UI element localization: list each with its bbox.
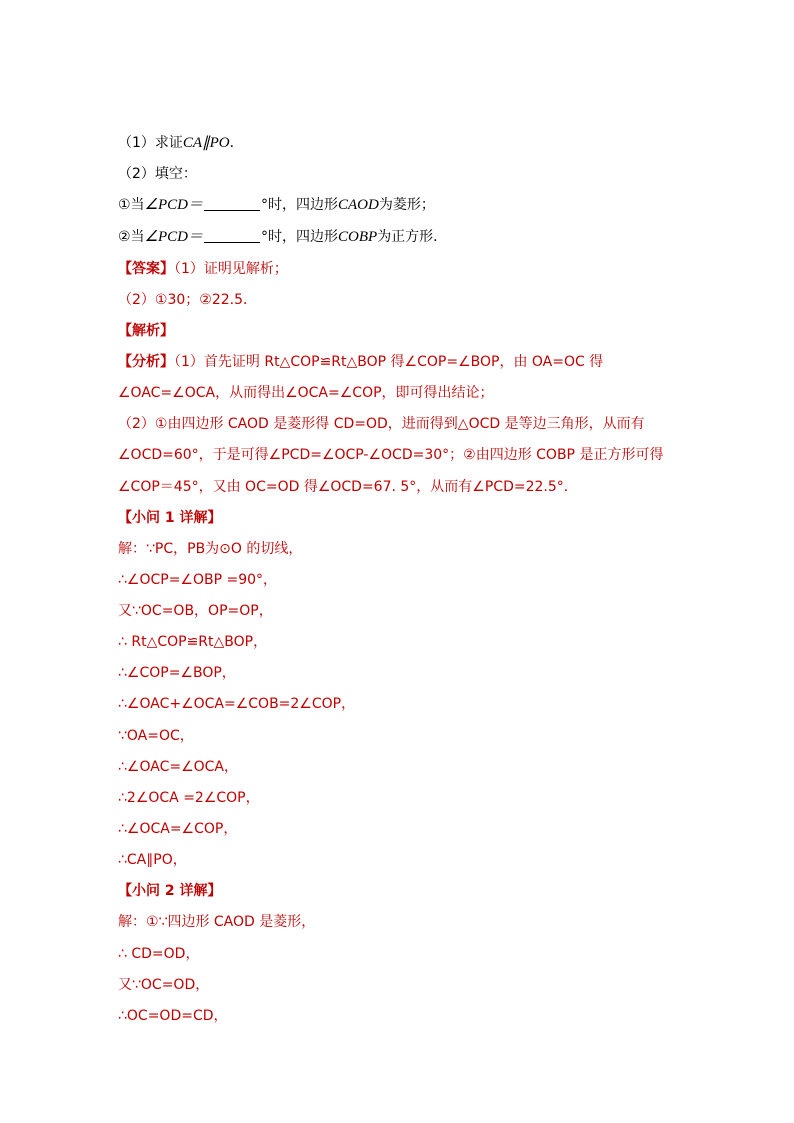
answer-blank-1 — [204, 195, 260, 211]
blank1-after: °时，四边形 — [261, 197, 339, 213]
analysis-label: 【解析】 — [118, 323, 174, 339]
blank2-after: °时，四边形 — [261, 229, 339, 245]
blank1-math: ∠PCD＝ — [144, 197, 204, 213]
question-blank1 — [118, 195, 435, 215]
blank1-suffix: 为菱形； — [378, 197, 435, 213]
detail2-label: 【小问 2 详解】 — [118, 883, 222, 899]
part1-prefix: （1）求证 — [118, 135, 183, 151]
answer-line-2: （2）①30；②22.5． — [118, 292, 257, 308]
blank1-prefix: ①当 — [118, 197, 145, 213]
question-blank2 — [118, 227, 447, 247]
question-part1 — [118, 133, 244, 153]
detail1-line-7: ∵OA=OC， — [118, 728, 194, 744]
detail1-line-2: ∴∠OCP=∠OBP =90°， — [118, 572, 278, 588]
detail1-line-5: ∴∠COP=∠BOP， — [118, 665, 236, 681]
fenxi-label: 【分析】 — [118, 354, 174, 370]
fenxi-line-2: ∠OAC=∠OCA，从而得出∠OCA=∠COP，即可得出结论； — [118, 385, 494, 401]
blank2-shape: COBP — [338, 229, 378, 245]
fenxi-line-1 — [118, 352, 603, 372]
answer-line-1 — [118, 259, 288, 279]
detail2-line-1: 解：①∵四边形 CAOD 是菱形， — [118, 914, 316, 930]
detail1-label: 【小问 1 详解】 — [118, 510, 222, 526]
detail1-line-3: 又∵OC=OB，OP=OP， — [118, 603, 273, 619]
blank2-math: ∠PCD＝ — [144, 229, 204, 245]
fenxi-line-4: ∠OCD=60°，于是可得∠PCD=∠OCP-∠OCD=30°；②由四边形 COBP 是正方形可得 — [118, 447, 664, 463]
question-part2-header: （2）填空： — [118, 166, 197, 182]
blank2-prefix: ②当 — [118, 229, 145, 245]
detail2-line-3: 又∵OC=OD， — [118, 977, 210, 993]
detail1-line-4: ∴ Rt△COP≌Rt△BOP， — [118, 634, 268, 650]
part1-suffix: ． — [229, 135, 244, 151]
fenxi-line-5: ∠COP＝45°，又由 OC=OD 得∠OCD=67. 5°，从而有∠PCD=22.5°． — [118, 479, 578, 495]
detail2-line-4: ∴OC=OD=CD， — [118, 1008, 228, 1024]
detail1-line-1: 解：∵PC，PB为⊙O 的切线， — [118, 541, 303, 557]
fenxi-line-3: （2）①由四边形 CAOD 是菱形得 CD=OD，进而得到△OCD 是等边三角形，从而有 — [118, 416, 645, 432]
answer-text-1: （1）证明见解析； — [174, 261, 288, 277]
fenxi-text-1: （1）首先证明 Rt△COP≌Rt△BOP 得∠COP=∠BOP，由 OA=OC 得 — [174, 354, 604, 370]
detail1-line-11: ∴CA∥PO， — [118, 852, 187, 868]
part1-math: CA∥PO — [182, 135, 230, 151]
detail1-line-6: ∴∠OAC+∠OCA=∠COB=2∠COP， — [118, 696, 356, 712]
blank2-suffix: 为正方形． — [377, 229, 448, 245]
answer-label: 【答案】 — [118, 261, 174, 277]
blank1-shape: CAOD — [338, 197, 379, 213]
detail2-line-2: ∴ CD=OD， — [118, 946, 200, 962]
answer-blank-2 — [204, 227, 260, 243]
detail1-line-9: ∴2∠OCA =2∠COP， — [118, 790, 260, 806]
detail1-line-10: ∴∠OCA=∠COP， — [118, 821, 238, 837]
detail1-line-8: ∴∠OAC=∠OCA， — [118, 759, 238, 775]
